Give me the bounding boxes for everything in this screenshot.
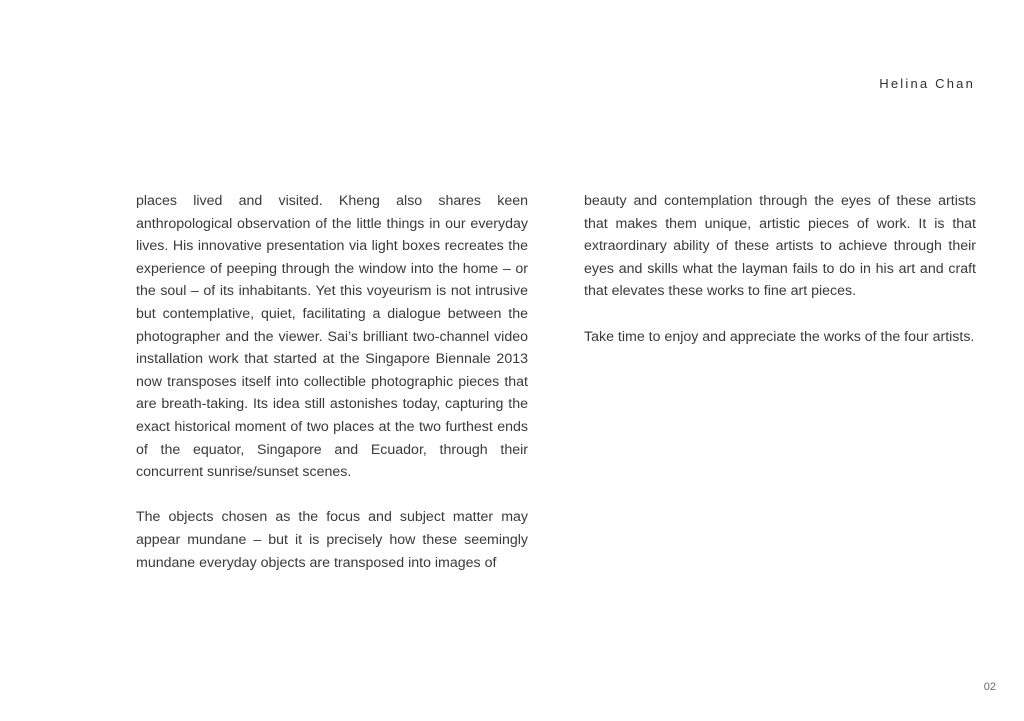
left-text-column	[136, 190, 528, 597]
paragraph: The objects chosen as the focus and subject matter may appear mundane – but it is precisely how these seemingly mundane everyday objects are transposed into images of	[136, 509, 528, 571]
author-name: Helina Chan	[879, 76, 975, 91]
page-number: 02	[983, 681, 996, 693]
paragraph: places lived and visited. Kheng also shares keen anthropological observation of the little things in our everyday lives. His innovative presentation via light boxes recreates the experience of peeping through the window into the home – or the soul – of its inhabitants. Yet this voyeurism is not intrusive but contemplative, quiet, facilitating a dialogue between the photographer and the viewer. Sai’s brilliant two-channel video installation work that started at the Singapore Biennale 2013 now transposes itself into collectible photographic pieces that are breath-taking. Its idea still astonishes today, capturing the exact historical moment of two places at the two furthest ends of the equator, Singapore and Ecuador, through their concurrent sunrise/sunset scenes.	[136, 193, 528, 481]
paragraph: Take time to enjoy and appreciate the works of the four artists.	[584, 328, 975, 345]
right-text-column	[584, 190, 976, 371]
paragraph: beauty and contemplation through the eyes of these artists that makes them unique, artistic pieces of work. It is that extraordinary ability of these artists to achieve through their eyes and skills what the layman fails to do in his art and craft that elevates these works to fine art pieces.	[584, 193, 976, 300]
